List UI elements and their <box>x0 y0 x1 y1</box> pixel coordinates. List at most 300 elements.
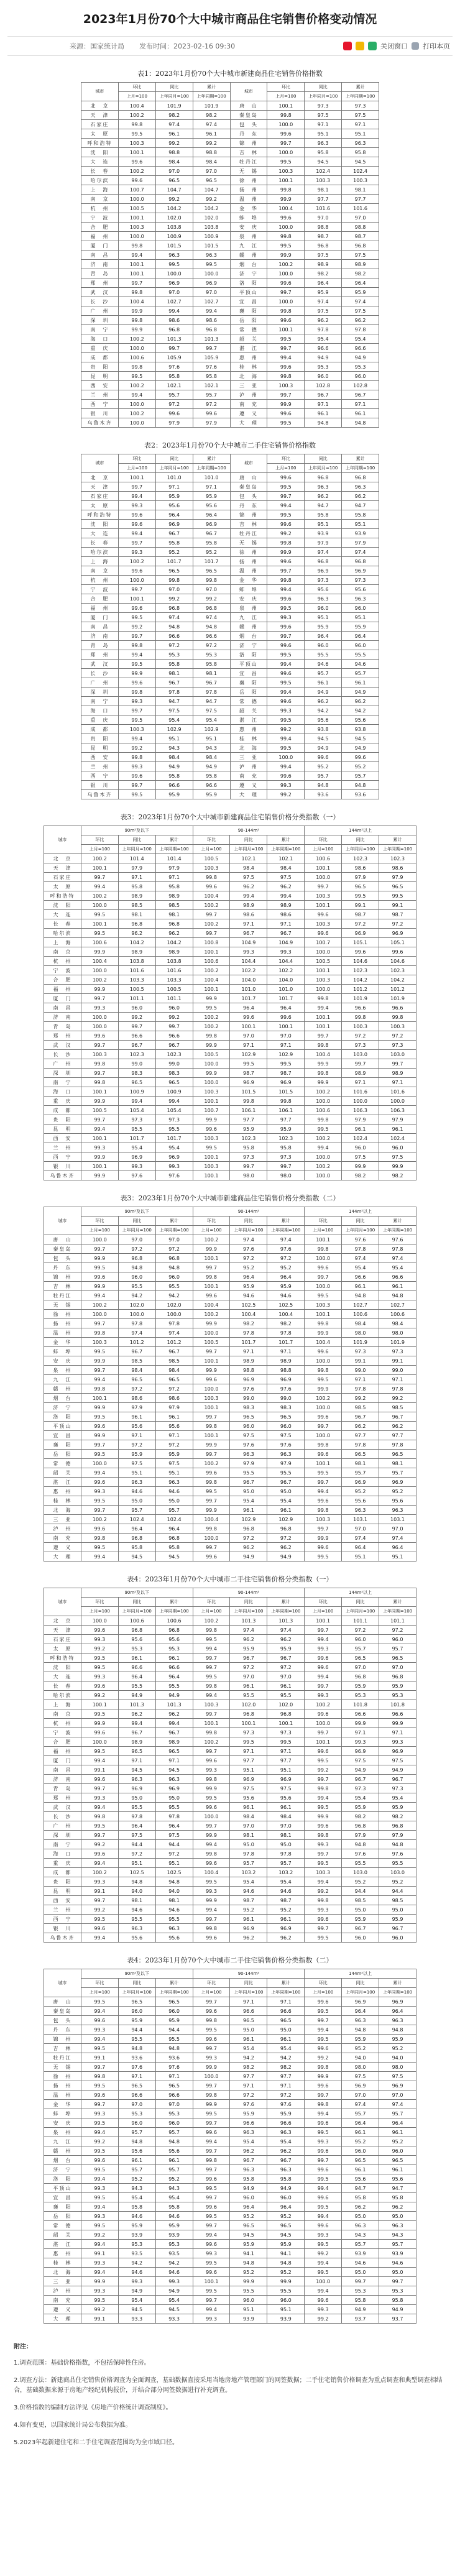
index-value-cell: 96.6 <box>342 1709 379 1719</box>
index-value-cell: 95.3 <box>342 2286 379 2296</box>
city-cell: 福 州 <box>81 232 119 241</box>
index-value-cell: 101.6 <box>379 1087 416 1097</box>
index-value-cell: 99.7 <box>155 344 193 353</box>
index-value-cell: 99.6 <box>267 316 305 325</box>
index-value-cell: 99.5 <box>379 891 416 901</box>
index-value-cell: 100.1 <box>305 1013 342 1022</box>
index-value-cell: 99.7 <box>193 1543 230 1552</box>
table-row <box>81 139 379 148</box>
index-value-cell: 96.4 <box>230 2202 267 2212</box>
index-value-cell: 95.5 <box>305 650 342 660</box>
table-row <box>44 1143 416 1152</box>
index-value-cell: 100.0 <box>81 1013 118 1022</box>
table-row <box>44 1849 416 1859</box>
city-cell: 三 亚 <box>44 2277 81 2286</box>
table-row <box>44 2091 416 2100</box>
table-section <box>0 1955 460 2324</box>
index-value-cell: 99.4 <box>81 2240 118 2249</box>
index-value-cell: 103.8 <box>155 957 193 966</box>
index-value-cell: 103.8 <box>193 223 230 232</box>
note-item: 4.如有变更，以国家统计局公布数据为准。 <box>14 2422 132 2429</box>
index-value-cell: 99.6 <box>193 1375 230 1384</box>
index-value-cell: 99.4 <box>267 501 305 510</box>
price-index-table <box>44 1969 416 2324</box>
city-cell: 温 州 <box>44 2091 81 2100</box>
index-value-cell: 102.3 <box>267 1134 305 1143</box>
index-value-cell: 99.6 <box>118 157 155 167</box>
column-header-base: 上月=100 <box>267 92 305 101</box>
table-row <box>81 548 379 557</box>
index-value-cell: 100.1 <box>81 1087 118 1097</box>
city-cell: 长 春 <box>81 538 119 548</box>
index-value-cell: 95.7 <box>379 2240 416 2249</box>
index-value-cell: 100.0 <box>81 1459 118 1468</box>
print-page-link[interactable]: 打印本页 <box>423 42 450 50</box>
index-value-cell: 98.9 <box>305 260 342 269</box>
index-value-cell: 100.0 <box>193 1078 230 1087</box>
index-value-cell: 95.2 <box>230 2212 267 2221</box>
index-value-cell: 97.7 <box>342 1431 379 1440</box>
index-value-cell: 99.4 <box>118 650 155 660</box>
index-value-cell: 99.4 <box>193 306 230 316</box>
table-row <box>44 1282 416 1291</box>
table-row <box>44 1747 416 1756</box>
city-cell: 乌鲁木齐 <box>44 1171 81 1180</box>
city-cell: 锦 州 <box>44 1272 81 1282</box>
index-value-cell: 100.0 <box>81 901 118 910</box>
index-value-cell: 94.6 <box>155 2212 193 2221</box>
index-value-cell: 99.6 <box>305 753 342 762</box>
index-value-cell: 95.6 <box>155 1635 193 1644</box>
city-cell: 牡丹江 <box>230 157 267 167</box>
index-value-cell: 95.5 <box>155 1803 193 1812</box>
index-value-cell: 98.2 <box>342 1812 379 1821</box>
table-row <box>44 1244 416 1254</box>
index-value-cell: 100.1 <box>118 260 155 269</box>
index-value-cell: 100.4 <box>267 1310 305 1319</box>
index-value-cell: 100.2 <box>193 1022 230 1031</box>
index-value-cell: 97.2 <box>193 400 230 409</box>
city-cell: 惠 州 <box>44 2249 81 2258</box>
index-value-cell: 95.9 <box>155 1450 193 1459</box>
index-value-cell: 95.0 <box>230 1840 267 1849</box>
index-value-cell: 95.8 <box>305 148 342 157</box>
index-value-cell: 99.9 <box>81 985 118 994</box>
index-value-cell: 96.7 <box>342 1412 379 1422</box>
index-value-cell: 100.5 <box>305 957 342 966</box>
index-value-cell: 97.1 <box>267 2081 305 2091</box>
table-row <box>81 734 379 743</box>
index-value-cell: 97.3 <box>342 1784 379 1793</box>
index-value-cell: 99.9 <box>118 325 155 334</box>
index-value-cell: 99.7 <box>81 1506 118 1515</box>
index-value-cell: 95.7 <box>342 1468 379 1478</box>
city-cell: 呼和浩特 <box>81 510 119 520</box>
index-value-cell: 98.6 <box>118 1394 155 1403</box>
index-value-cell: 99.9 <box>118 306 155 316</box>
city-cell: 温 州 <box>44 1328 81 1338</box>
city-cell: 南 昌 <box>44 1003 81 1013</box>
index-value-cell: 100.0 <box>305 1097 342 1106</box>
index-value-cell: 94.8 <box>342 1291 379 1300</box>
index-value-cell: 99.6 <box>193 2035 230 2044</box>
index-value-cell: 99.5 <box>267 334 305 344</box>
city-cell: 北 京 <box>81 473 119 482</box>
index-value-cell: 97.2 <box>342 919 379 929</box>
table-row <box>44 1896 416 1905</box>
index-value-cell: 99.3 <box>118 2277 155 2286</box>
city-cell: 西 安 <box>44 1134 81 1143</box>
index-value-cell: 100.1 <box>118 473 155 482</box>
column-header-base: 上年同期=100 <box>193 92 230 101</box>
index-value-cell: 98.6 <box>342 863 379 873</box>
index-value-cell: 97.5 <box>342 1756 379 1765</box>
index-value-cell: 96.8 <box>342 241 379 251</box>
index-value-cell: 99.4 <box>81 1803 118 1812</box>
index-value-cell: 99.4 <box>193 2305 230 2314</box>
index-value-cell: 99.4 <box>267 891 305 901</box>
city-cell: 泉 州 <box>44 2128 81 2137</box>
city-cell: 湛 江 <box>44 2240 81 2249</box>
header-row <box>81 83 379 92</box>
index-value-cell: 97.2 <box>230 1663 267 1672</box>
city-cell: 北 京 <box>44 1616 81 1626</box>
index-value-cell: 97.2 <box>118 1244 155 1254</box>
index-value-cell: 103.3 <box>118 975 155 985</box>
index-value-cell: 99.4 <box>155 1097 193 1106</box>
index-value-cell: 100.6 <box>155 1616 193 1626</box>
index-value-cell: 99.7 <box>193 1709 230 1719</box>
wechat-share-icon[interactable] <box>368 42 377 50</box>
index-value-cell: 99.6 <box>267 771 305 781</box>
city-cell: 沈 阳 <box>81 148 119 157</box>
table-row <box>44 1087 416 1097</box>
index-value-cell: 100.2 <box>81 975 118 985</box>
index-value-cell: 99.3 <box>118 1162 155 1171</box>
index-value-cell: 96.9 <box>267 1078 305 1087</box>
index-value-cell: 94.5 <box>118 1552 155 1562</box>
index-value-cell: 99.8 <box>305 1366 342 1375</box>
table-row <box>44 1887 416 1896</box>
index-value-cell: 99.8 <box>193 1422 230 1431</box>
index-value-cell: 97.0 <box>342 2091 379 2100</box>
index-value-cell: 103.2 <box>267 1868 305 1877</box>
index-value-cell: 98.5 <box>342 1403 379 1412</box>
index-value-cell: 95.7 <box>342 1644 379 1654</box>
city-cell: 兰 州 <box>81 762 119 771</box>
index-value-cell: 97.5 <box>193 706 230 715</box>
table-row <box>44 1459 416 1468</box>
index-value-cell: 95.4 <box>230 2044 267 2053</box>
index-value-cell: 96.0 <box>342 1635 379 1644</box>
index-value-cell: 100.5 <box>193 1338 230 1347</box>
city-cell: 银 川 <box>44 1924 81 1933</box>
index-value-cell: 104.6 <box>379 957 416 966</box>
index-value-cell: 94.3 <box>193 743 230 753</box>
table-row <box>44 891 416 901</box>
city-cell: 太 原 <box>81 501 119 510</box>
table-row <box>44 1672 416 1681</box>
table-row <box>44 1737 416 1747</box>
index-value-cell: 98.9 <box>118 947 155 957</box>
column-header-mom: 环比 <box>81 835 118 845</box>
index-value-cell: 99.5 <box>193 2109 230 2118</box>
index-value-cell: 100.0 <box>118 576 155 585</box>
table-row <box>81 762 379 771</box>
index-value-cell: 95.8 <box>342 148 379 157</box>
index-value-cell: 101.7 <box>230 994 267 1003</box>
index-value-cell: 100.9 <box>118 1087 155 1097</box>
index-value-cell: 102.5 <box>118 1868 155 1877</box>
table-row <box>81 604 379 613</box>
index-value-cell: 99.8 <box>193 576 230 585</box>
index-value-cell: 99.9 <box>193 1440 230 1450</box>
index-value-cell: 102.3 <box>342 966 379 975</box>
index-value-cell: 97.1 <box>230 919 267 929</box>
index-value-cell: 96.9 <box>379 929 416 938</box>
city-cell: 南 宁 <box>81 697 119 706</box>
index-value-cell: 95.7 <box>305 771 342 781</box>
index-value-cell: 96.5 <box>267 1412 305 1422</box>
index-value-cell: 99.3 <box>193 2053 230 2063</box>
index-value-cell: 95.4 <box>267 1496 305 1506</box>
index-value-cell: 99.7 <box>81 1069 118 1078</box>
index-value-cell: 99.7 <box>305 1422 342 1431</box>
print-icon[interactable] <box>412 42 419 50</box>
index-value-cell: 99.4 <box>81 1375 118 1384</box>
index-value-cell: 95.1 <box>155 734 193 743</box>
index-value-cell: 97.4 <box>155 613 193 622</box>
table-row <box>44 919 416 929</box>
column-header-base: 上年同期=100 <box>267 1226 305 1235</box>
city-cell: 桂 林 <box>44 2258 81 2268</box>
column-header-cum: 累计 <box>379 1217 416 1226</box>
city-cell: 惠 州 <box>230 353 267 362</box>
index-value-cell: 96.7 <box>155 1041 193 1050</box>
index-value-cell: 99.1 <box>379 1356 416 1366</box>
index-value-cell: 96.5 <box>118 1078 155 1087</box>
index-value-cell: 99.7 <box>342 1059 379 1069</box>
column-header-base: 上年同月=100 <box>342 1226 379 1235</box>
city-cell: 唐 山 <box>230 101 267 111</box>
index-value-cell: 99.0 <box>155 1059 193 1069</box>
index-value-cell: 100.1 <box>267 1022 305 1031</box>
index-value-cell: 99.8 <box>118 120 155 129</box>
index-value-cell: 101.0 <box>193 473 230 482</box>
index-value-cell: 97.4 <box>379 2100 416 2109</box>
index-value-cell: 99.1 <box>81 1887 118 1896</box>
index-value-cell: 95.4 <box>230 1877 267 1887</box>
column-header-mom: 环比 <box>305 1598 342 1607</box>
table-row <box>44 2035 416 2044</box>
index-value-cell: 99.2 <box>193 195 230 204</box>
column-header-base: 上年同月=100 <box>342 1607 379 1616</box>
index-value-cell: 99.6 <box>305 1747 342 1756</box>
city-cell: 长 春 <box>44 1681 81 1691</box>
city-cell: 昆 明 <box>81 372 119 381</box>
index-value-cell: 99.6 <box>267 622 305 632</box>
index-value-cell: 98.2 <box>342 1171 379 1180</box>
index-value-cell: 95.0 <box>267 2025 305 2035</box>
index-value-cell: 99.6 <box>193 2240 230 2249</box>
index-value-cell: 95.3 <box>118 1644 155 1654</box>
index-value-cell: 99.8 <box>118 316 155 325</box>
index-value-cell: 99.2 <box>193 594 230 604</box>
index-value-cell: 95.2 <box>267 1905 305 1915</box>
index-value-cell: 96.9 <box>379 1997 416 2007</box>
index-value-cell: 99.8 <box>81 1812 118 1821</box>
index-value-cell: 100.2 <box>305 1134 342 1143</box>
index-value-cell: 99.5 <box>193 1877 230 1887</box>
index-value-cell: 98.4 <box>342 1319 379 1328</box>
index-value-cell: 97.7 <box>230 1115 267 1125</box>
weibo-share-icon[interactable] <box>343 42 352 50</box>
index-value-cell: 98.0 <box>230 1171 267 1180</box>
city-cell: 洛 阳 <box>230 278 267 288</box>
city-cell: 银 川 <box>81 409 119 418</box>
index-value-cell: 96.0 <box>342 1933 379 1943</box>
index-value-cell: 94.8 <box>342 418 379 428</box>
city-cell: 济 南 <box>81 632 119 641</box>
column-header-base: 上年同月=100 <box>230 1607 267 1616</box>
city-cell: 济 宁 <box>44 2165 81 2174</box>
index-value-cell: 97.9 <box>155 863 193 873</box>
column-header-base: 上年同期=100 <box>379 1607 416 1616</box>
column-header-mom: 环比 <box>81 1217 118 1226</box>
index-value-cell: 100.2 <box>193 919 230 929</box>
index-value-cell: 95.2 <box>342 1487 379 1496</box>
city-cell: 金 华 <box>230 204 267 213</box>
index-value-cell: 99.4 <box>193 1905 230 1915</box>
table-row <box>44 1616 416 1626</box>
table-row <box>81 501 379 510</box>
index-value-cell: 95.6 <box>155 501 193 510</box>
index-value-cell: 99.8 <box>267 538 305 548</box>
index-value-cell: 97.0 <box>155 2100 193 2109</box>
index-value-cell: 96.6 <box>342 1003 379 1013</box>
index-value-cell: 94.9 <box>305 743 342 753</box>
index-value-cell: 99.3 <box>81 1487 118 1496</box>
index-value-cell: 97.1 <box>118 873 155 882</box>
index-value-cell: 96.5 <box>230 1412 267 1422</box>
index-value-cell: 95.8 <box>118 882 155 891</box>
index-value-cell: 103.0 <box>342 1868 379 1877</box>
index-value-cell: 98.9 <box>379 1069 416 1078</box>
index-value-cell: 94.9 <box>342 353 379 362</box>
index-value-cell: 102.3 <box>379 854 416 863</box>
index-value-cell: 97.6 <box>342 1235 379 1244</box>
index-value-cell: 97.5 <box>305 111 342 120</box>
index-value-cell: 101.0 <box>155 473 193 482</box>
index-value-cell: 97.9 <box>342 1831 379 1840</box>
column-group-header: 144m²以上 <box>305 826 416 835</box>
table-row <box>44 2221 416 2230</box>
column-header-mom: 环比 <box>81 1598 118 1607</box>
index-value-cell: 95.0 <box>155 1793 193 1803</box>
index-value-cell: 97.3 <box>267 1728 305 1737</box>
table-row <box>44 1328 416 1338</box>
index-value-cell: 94.5 <box>118 2305 155 2314</box>
table-row <box>81 213 379 223</box>
column-header-base: 上月=100 <box>118 464 155 473</box>
index-value-cell: 97.5 <box>118 1459 155 1468</box>
index-value-cell: 99.7 <box>193 1496 230 1506</box>
index-value-cell: 99.4 <box>193 2230 230 2240</box>
index-value-cell: 99.8 <box>81 1078 118 1087</box>
column-header-cum: 累计 <box>267 1217 305 1226</box>
city-cell: 杭 州 <box>44 1719 81 1728</box>
city-cell: 武 汉 <box>44 1041 81 1050</box>
index-value-cell: 99.4 <box>81 882 118 891</box>
index-value-cell: 97.9 <box>267 1459 305 1468</box>
index-value-cell: 99.6 <box>267 594 305 604</box>
index-value-cell: 99.7 <box>81 873 118 882</box>
index-value-cell: 99.6 <box>81 2016 118 2025</box>
index-value-cell: 99.6 <box>193 1859 230 1868</box>
index-value-cell: 96.5 <box>118 1997 155 2007</box>
index-value-cell: 100.1 <box>193 1403 230 1412</box>
index-value-cell: 96.9 <box>305 566 342 576</box>
index-value-cell: 100.0 <box>193 1328 230 1338</box>
index-value-cell: 96.9 <box>230 1375 267 1384</box>
index-value-cell: 100.1 <box>305 1310 342 1319</box>
city-cell: 呼和浩特 <box>44 891 81 901</box>
index-value-cell: 95.9 <box>193 790 230 799</box>
index-value-cell: 101.6 <box>342 1087 379 1097</box>
index-value-cell: 97.4 <box>193 613 230 622</box>
table-row <box>44 2230 416 2240</box>
index-value-cell: 95.9 <box>379 1681 416 1691</box>
table-row <box>44 2258 416 2268</box>
index-value-cell: 99.2 <box>305 2314 342 2324</box>
index-value-cell: 95.7 <box>267 1859 305 1868</box>
index-value-cell: 96.7 <box>118 1041 155 1050</box>
index-value-cell: 97.9 <box>305 538 342 548</box>
index-value-cell: 99.6 <box>193 1291 230 1300</box>
index-value-cell: 99.8 <box>81 1059 118 1069</box>
header-row <box>44 1588 416 1598</box>
column-header-yoy: 同比 <box>230 835 267 845</box>
index-value-cell: 99.4 <box>155 1719 193 1728</box>
table-row <box>81 120 379 129</box>
index-value-cell: 99.3 <box>118 501 155 510</box>
index-value-cell: 97.9 <box>155 1403 193 1412</box>
publish-time: 发布时间：2023-02-16 09:30 <box>139 42 236 50</box>
index-value-cell: 94.5 <box>305 734 342 743</box>
table-row <box>44 1784 416 1793</box>
index-value-cell: 99.7 <box>267 390 305 400</box>
index-value-cell: 97.8 <box>342 1244 379 1254</box>
close-window-link[interactable]: 关闭窗口 <box>380 42 408 50</box>
table-row <box>44 2118 416 2128</box>
index-value-cell: 100.4 <box>118 101 155 111</box>
index-value-cell: 96.5 <box>155 1747 193 1756</box>
city-cell: 厦 门 <box>81 241 119 251</box>
index-value-cell: 101.7 <box>155 557 193 566</box>
index-value-cell: 97.1 <box>155 482 193 492</box>
index-value-cell: 99.9 <box>81 1356 118 1366</box>
index-value-cell: 94.4 <box>155 1840 193 1849</box>
index-value-cell: 101.7 <box>267 994 305 1003</box>
index-value-cell: 104.2 <box>155 938 193 947</box>
index-value-cell: 98.9 <box>342 1069 379 1078</box>
table-caption: 表2：2023年1月份70个大中城市二手住宅销售价格指数 <box>144 441 316 449</box>
city-cell: 青 岛 <box>44 1022 81 1031</box>
index-value-cell: 100.2 <box>81 1300 118 1310</box>
index-value-cell: 99.9 <box>81 1719 118 1728</box>
qzone-share-icon[interactable] <box>356 42 364 50</box>
index-value-cell: 95.1 <box>118 1859 155 1868</box>
